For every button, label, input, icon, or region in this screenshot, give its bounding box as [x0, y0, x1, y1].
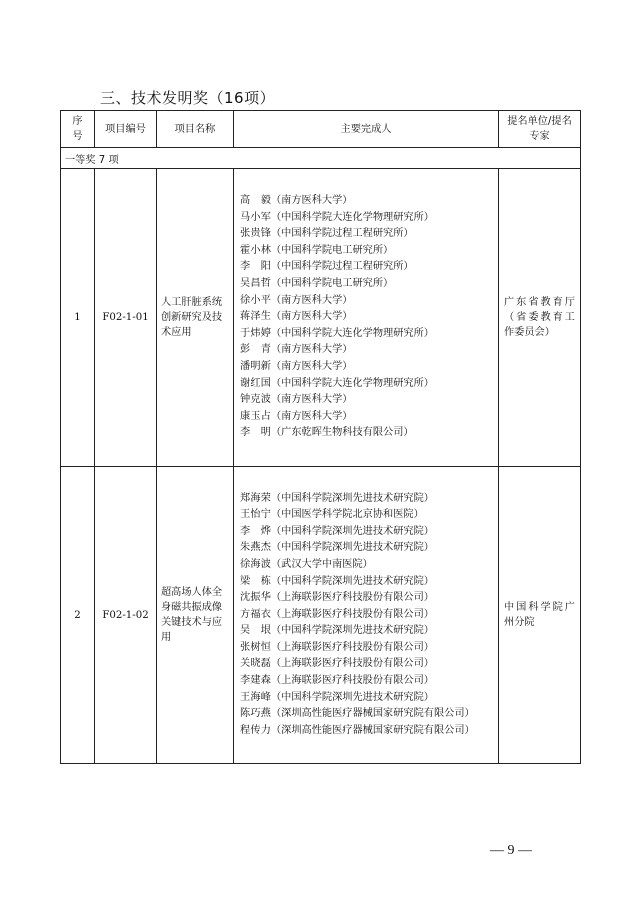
person-name: 关晓磊 [240, 658, 271, 670]
person-affiliation: （南方医科大学） [271, 410, 353, 422]
person-name: 张贵锋 [240, 228, 271, 240]
person-name: 沈振华 [240, 592, 271, 604]
row-nominator: 中国科学院广州分院 [499, 467, 581, 764]
row-seq: 2 [61, 467, 95, 764]
person-name: 程传力 [240, 724, 271, 736]
header-code: 项目编号 [95, 111, 157, 148]
header-people: 主要完成人 [234, 111, 499, 148]
person-name: 朱燕杰 [240, 542, 271, 554]
person-name: 马小军 [240, 211, 271, 223]
person-name: 张树恒 [240, 641, 271, 653]
award-group-row [61, 148, 581, 169]
person-name: 方福衣 [240, 608, 271, 620]
row-people [234, 467, 499, 764]
person-line [240, 723, 494, 740]
row-project-name: 人工肝脏系统创新研究及技术应用 [157, 169, 234, 467]
person-name: 徐海波 [240, 558, 271, 570]
person-line [240, 425, 494, 442]
person-line [240, 524, 494, 541]
person-name: 钟克波 [240, 394, 271, 406]
person-line [240, 540, 494, 557]
person-line [240, 210, 494, 227]
person-affiliation: （南方医科大学） [271, 394, 353, 406]
person-line [240, 706, 494, 723]
person-affiliation: （中国科学院深圳先进技术研究院） [271, 625, 434, 637]
person-name: 霍小林 [240, 244, 271, 256]
header-seq: 序号 [61, 111, 95, 148]
person-line [240, 243, 494, 260]
person-name: 王海峰 [240, 691, 271, 703]
person-affiliation: （上海联影医疗科技股份有限公司） [271, 658, 434, 670]
person-affiliation: （中国科学院大连化学物理研究所） [271, 327, 434, 339]
person-affiliation: （南方医科大学） [271, 294, 353, 306]
row-people [234, 169, 499, 467]
award-group-label: 一等奖 7 项 [61, 148, 581, 169]
person-name: 蒋泽生 [240, 311, 271, 323]
person-line [240, 342, 494, 359]
person-line [240, 293, 494, 310]
row-seq: 1 [61, 169, 95, 467]
table-header-row [61, 111, 581, 148]
person-name: 吴昌哲 [240, 278, 271, 290]
row-nominator: 广东省教育厅（省委教育工作委员会） [499, 169, 581, 467]
person-affiliation: （中国科学院电工研究所） [271, 244, 394, 256]
person-line [240, 640, 494, 657]
row-code: F02-1-01 [95, 169, 157, 467]
person-line [240, 574, 494, 591]
row-code: F02-1-02 [95, 467, 157, 764]
person-affiliation: （深圳高性能医疗器械国家研究院有限公司） [271, 724, 475, 736]
person-name: 高毅 [240, 195, 271, 207]
person-name: 于炜婷 [240, 327, 271, 339]
row-project-name: 超高场人体全身磁共振成像关键技术与应用 [157, 467, 234, 764]
person-name: 梁栋 [240, 575, 271, 587]
person-affiliation: （中国科学院过程工程研究所） [271, 228, 414, 240]
person-name: 李烨 [240, 525, 271, 537]
person-name: 李阳 [240, 261, 271, 273]
person-affiliation: （中国科学院深圳先进技术研究院） [271, 691, 434, 703]
person-line [240, 376, 494, 393]
person-affiliation: （南方医科大学） [271, 344, 353, 356]
person-affiliation: （中国科学院深圳先进技术研究院） [271, 575, 434, 587]
person-line [240, 409, 494, 426]
person-name: 郑海荣 [240, 492, 271, 504]
person-name: 李建森 [240, 675, 271, 687]
person-line [240, 259, 494, 276]
person-affiliation: （上海联影医疗科技股份有限公司） [271, 641, 434, 653]
table-row [61, 467, 581, 764]
person-line [240, 491, 494, 508]
person-line [240, 557, 494, 574]
person-name: 王怡宁 [240, 509, 271, 521]
person-name: 潘明新 [240, 360, 271, 372]
person-line [240, 607, 494, 624]
person-affiliation: （南方医科大学） [271, 311, 353, 323]
person-affiliation: （南方医科大学） [271, 195, 353, 207]
person-line [240, 673, 494, 690]
table-row [61, 169, 581, 467]
person-line [240, 226, 494, 243]
awards-table [60, 110, 581, 764]
person-affiliation: （武汉大学中南医院） [271, 558, 373, 570]
person-name: 吴垠 [240, 625, 271, 637]
person-line [240, 276, 494, 293]
section-heading: 三、技术发明奖（16项） [100, 89, 276, 107]
person-line [240, 507, 494, 524]
person-affiliation: （上海联影医疗科技股份有限公司） [271, 608, 434, 620]
person-line [240, 326, 494, 343]
header-name: 项目名称 [157, 111, 234, 148]
person-affiliation: （中国科学院深圳先进技术研究院） [271, 525, 434, 537]
person-affiliation: （中国科学院过程工程研究所） [271, 261, 414, 273]
person-affiliation: （中国科学院大连化学物理研究所） [271, 377, 434, 389]
person-line [240, 359, 494, 376]
person-affiliation: （中国科学院深圳先进技术研究院） [271, 492, 434, 504]
person-affiliation: （中国科学院大连化学物理研究所） [271, 211, 434, 223]
person-affiliation: （深圳高性能医疗器械国家研究院有限公司） [271, 708, 475, 720]
person-affiliation: （中国科学院深圳先进技术研究院） [271, 542, 434, 554]
person-name: 陈巧燕 [240, 708, 271, 720]
person-affiliation: （广东乾晖生物科技有限公司） [271, 427, 414, 439]
person-name: 李明 [240, 427, 271, 439]
person-affiliation: （南方医科大学） [271, 360, 353, 372]
person-line [240, 193, 494, 210]
person-line [240, 309, 494, 326]
person-line [240, 656, 494, 673]
person-name: 彭青 [240, 344, 271, 356]
person-affiliation: （上海联影医疗科技股份有限公司） [271, 675, 434, 687]
header-unit: 提名单位/提名专家 [499, 111, 581, 148]
person-affiliation: （中国医学科学院北京协和医院） [271, 509, 424, 521]
person-line [240, 623, 494, 640]
person-name: 徐小平 [240, 294, 271, 306]
person-line [240, 690, 494, 707]
person-line [240, 392, 494, 409]
person-affiliation: （上海联影医疗科技股份有限公司） [271, 592, 434, 604]
person-line [240, 590, 494, 607]
person-affiliation: （中国科学院电工研究所） [271, 278, 394, 290]
person-name: 谢红国 [240, 377, 271, 389]
person-name: 康玉占 [240, 410, 271, 422]
page-number: — 9 — [490, 843, 532, 858]
